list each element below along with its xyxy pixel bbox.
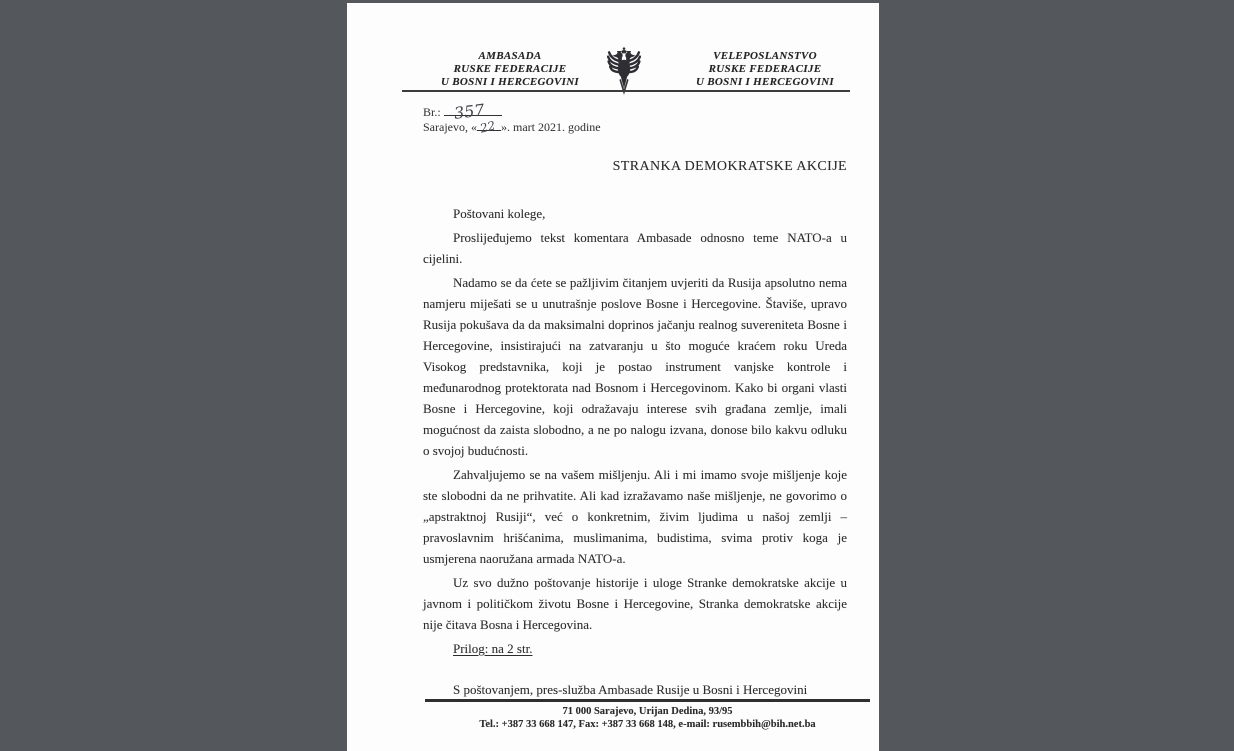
- body-paragraph: Uz svo dužno poštovanje historije i uloge Stranke demokratske akcije u javnom i političkom životu Bosne i Hercegovine, Stranka demokratske akcije nije čitava Bosna i Hercegovina.: [423, 575, 847, 632]
- letterhead-line: U BOSNI I HERCEGOVINI: [440, 76, 580, 88]
- handwritten-day: 22: [478, 118, 497, 136]
- reference-label: Br.:: [423, 105, 441, 119]
- letterhead-line: RUSKE FEDERACIJE: [453, 63, 567, 75]
- body-paragraph: Zahvaljujemo se na vašem mišljenju. Ali i mi imamo svoje mišljenje koje ste slobodni da ne prihvatite. Ali kad izražavamo naše mišljenje, ne govorimo o „apstraktnoj Rusiji“, već o konkretnim, živim ljudima u našoj zemlji – pravoslavnim hrišćanima, muslimanima, budistima, svima protiv koga je usmjerena naoružana armada NATO-a.: [423, 467, 847, 566]
- recipient-name: STRANKA DEMOKRATSKE AKCIJE: [612, 159, 847, 174]
- body-paragraph: Nadamo se da ćete se pažljivim čitanjem uvjeriti da Rusija apsolutno nema namjeru miješati se u unutrašnje poslove Bosne i Hercegovine. Štaviše, upravo Rusija pokušava da da maksimalni doprinos jačanju realnog suvereniteta Bosne i Hercegovine, insistirajući na zatvaranju u što moguće kraćem roku Ureda Visokog predstavnika, koji je postao instrument vanjske kontrole i međunarodnog protektorata nad Bosnom i Hercegovinom. Kako bi organi vlasti Bosne i Hercegovine, koji odražavaju interese svih građana zemlje, imali mogućnost da zaista slobodno, a ne po nalogu izvana, donose bilo kakvu odluku o svojoj budućnosti.: [423, 275, 847, 458]
- closing-signature: S poštovanjem, pres-služba Ambasade Rusije u Bosni i Hercegovini: [453, 682, 808, 697]
- letterhead-line: AMBASADA: [478, 50, 542, 62]
- body-paragraph: Proslijeđujemo tekst komentara Ambasade odnosno teme NATO-a u cijelini.: [423, 230, 847, 266]
- reference-block: [423, 100, 601, 136]
- letter-footer: [425, 699, 870, 731]
- reference-number-blank: [444, 100, 502, 123]
- letterhead-line: RUSKE FEDERACIJE: [708, 63, 822, 75]
- letterhead-line: VELEPOSLANSTVO: [713, 50, 817, 62]
- footer-address: 71 000 Sarajevo, Urijan Dedina, 93/95: [562, 705, 733, 717]
- letter-body: [423, 203, 847, 703]
- footer-divider-rule: [425, 699, 870, 702]
- date-day-blank: [477, 118, 501, 136]
- date-suffix: ». mart 2021. godine: [500, 120, 601, 134]
- handwritten-reference-number: 357: [452, 100, 486, 123]
- letterhead-divider-rule: [402, 90, 850, 92]
- letterhead-croatian: [675, 50, 855, 89]
- body-greeting: Poštovani kolege,: [453, 206, 546, 221]
- footer-contacts: Tel.: +387 33 668 147, Fax: +387 33 668 148, e-mail: rusembbih@bih.net.ba: [479, 718, 816, 730]
- letterhead-bosnian: [420, 50, 600, 89]
- scanned-letter-page: [347, 3, 879, 751]
- date-line: [423, 120, 601, 135]
- attachment-note: Prilog: na 2 str.: [453, 641, 533, 656]
- reference-number-line: [423, 100, 601, 123]
- letterhead-line: U BOSNI I HERCEGOVINI: [695, 76, 835, 88]
- date-prefix: Sarajevo, «: [423, 120, 477, 134]
